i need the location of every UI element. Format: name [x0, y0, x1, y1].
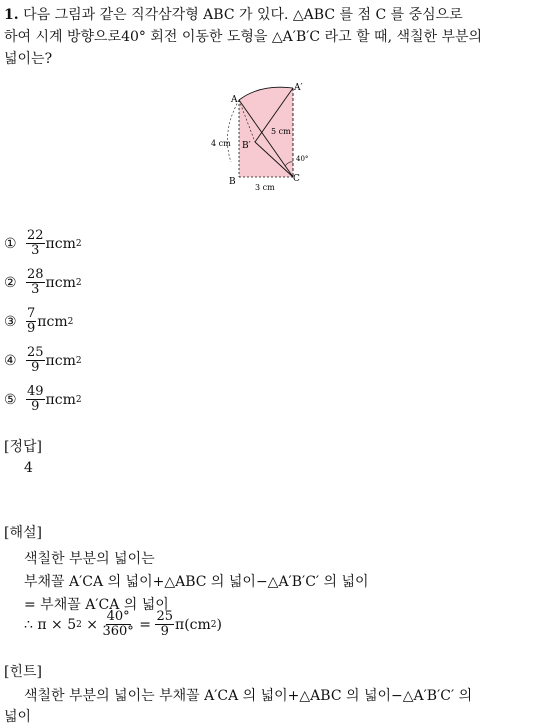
label-angle-40: 40°: [296, 155, 309, 163]
question-number: 1.: [4, 7, 19, 23]
label-A-prime: A′: [294, 83, 303, 93]
explanation-line-3: = 부채꼴 A′CA 의 넓이: [24, 597, 169, 613]
label-side-4cm: 4 cm: [211, 139, 231, 148]
choice-5[interactable]: ⑤ $\frac{49}{9}$ πcm 2: [4, 384, 82, 414]
label-side-5cm: 5 cm: [271, 127, 291, 136]
choice-3[interactable]: ③ $\frac{7}{9}$ πcm 2: [4, 306, 74, 336]
explanation-formula: ∴ π × 5 2 × $\frac{40^\circ}{360^\circ}$ = $\frac{25}{9}$ π(cm 2 ): [24, 609, 222, 639]
hint-line-2: 넓이: [4, 709, 32, 725]
arc-guide: [227, 100, 239, 162]
explanation-heading: [해설]: [4, 525, 42, 541]
hint-line-1: 색칠한 부분의 넓이는 부채꼴 A′CA 의 넓이+△ABC 의 넓이−△A′B′C′ 의: [24, 688, 473, 704]
hint-heading: [힌트]: [4, 664, 42, 680]
choice-1[interactable]: ① $\frac{22}{3}$ πcm 2: [4, 228, 82, 258]
question-line-2: 하여 시계 방향으로40° 회전 이동한 도형을 △A′B′C 라고 할 때, 색칠한 부분의: [4, 29, 483, 45]
choice-4[interactable]: ④ $\frac{25}{9}$ πcm 2: [4, 345, 82, 375]
label-side-3cm: 3 cm: [255, 183, 275, 192]
label-B-prime: B′: [242, 141, 251, 151]
question-line-3: 넓이는?: [4, 51, 53, 67]
explanation-line-1: 색칠한 부분의 넓이는: [24, 551, 155, 567]
triangle-rotation-figure: [205, 82, 330, 197]
choice-2[interactable]: ② $\frac{28}{3}$ πcm 2: [4, 267, 82, 297]
explanation-line-2: 부채꼴 A′CA 의 넓이+△ABC 의 넓이−△A′B′C′ 의 넓이: [24, 574, 369, 590]
question-text: [4, 4, 530, 70]
label-A: A: [231, 95, 238, 105]
answer-value: 4: [24, 460, 33, 476]
label-B: B: [229, 177, 236, 187]
answer-heading: [정답]: [4, 439, 42, 455]
question-line-1: 다음 그림과 같은 직각삼각형 ABC 가 있다. △ABC 를 점 C 를 중심으로: [23, 7, 463, 23]
label-C: C: [293, 174, 300, 184]
